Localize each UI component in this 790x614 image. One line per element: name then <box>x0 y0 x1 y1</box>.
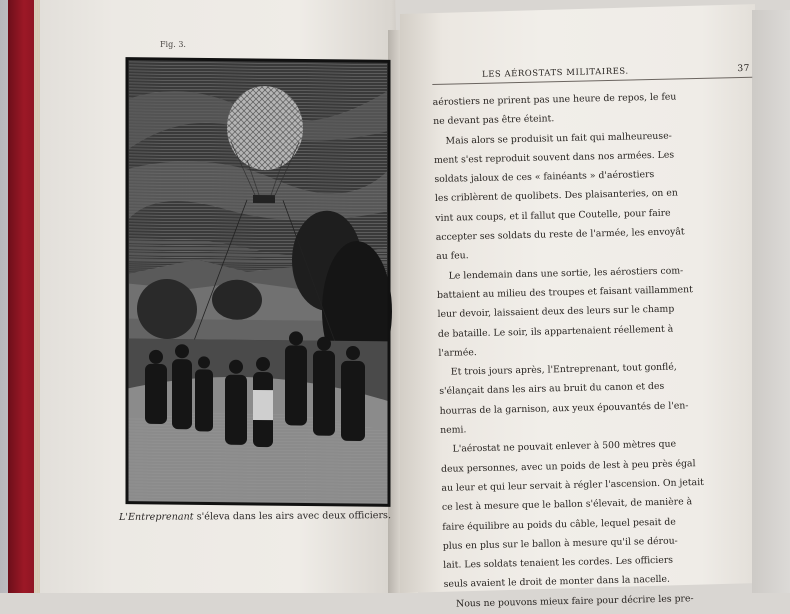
text-line: deux personnes, avec un poids de lest à peu près égal <box>440 457 696 475</box>
text-line: vint aux coups, et il fallut que Coutelle, pour faire <box>435 207 671 224</box>
body-text-lines <box>433 86 765 614</box>
text-line: ne devant pas être éteint. <box>433 113 555 128</box>
page-number: 37 <box>737 63 751 75</box>
text-line: soldats jaloux de ces « fainéants » d'aérostiers <box>434 169 655 186</box>
text-line: accepter ses soldats du reste de l'armée, les envoyât <box>435 226 685 244</box>
text-line: au leur et qui leur servait à régler l'ascension. On jetait <box>441 476 704 494</box>
text-line: Et trois jours après, l'Entreprenant, tout gonflé, <box>450 361 677 378</box>
text-line: l'armée. <box>438 346 477 359</box>
text-line: les criblèrent de quolibets. Des plaisanteries, on en <box>434 187 678 205</box>
right-page-text <box>432 63 764 614</box>
text-line: seuls avaient le droit de monter dans la nacelle. <box>443 574 671 591</box>
text-line: ce lest à mesure que le ballon s'élevait, de manière à <box>441 496 693 514</box>
running-head-title: LES AÉROSTATS MILITAIRES. <box>481 65 629 79</box>
text-line: lait. Les soldats tenaient les cordes. Les officiers <box>443 554 674 571</box>
text-line: faire équilibre au poids du câble, lequel pesait de <box>442 516 676 533</box>
caption-italic-name: L'Entreprenant <box>118 511 194 523</box>
text-line: nemi. <box>440 424 467 436</box>
figure-label: Fig. 3. <box>160 40 186 49</box>
text-line: aérostiers ne prirent pas une heure de repos, le feu <box>432 91 677 108</box>
text-line: s'élançait dans les airs au bruit du canon et des <box>439 381 665 398</box>
text-line: ment s'est reproduit souvent dans nos armées. Les <box>433 149 675 166</box>
caption-text: s'éleva dans les airs avec deux officiers. <box>193 510 392 523</box>
text-line: L'aérostat ne pouvait enlever à 500 mètres que <box>452 438 677 455</box>
text-line: de bataille. Le soir, ils appartenaient réellement à <box>437 323 674 340</box>
text-line: Nous ne pouvons mieux faire pour décrire les pre- <box>455 592 694 610</box>
text-line: Le lendemain dans une sortie, les aérostiers com- <box>448 265 684 282</box>
text-line: leur devoir, laissaient deux des leurs sur le champ <box>437 303 675 321</box>
balloon-engraving-illustration <box>127 59 389 506</box>
text-line: plus en plus sur le ballon à mesure qu'il se dérou- <box>442 535 678 552</box>
text-line: hourras de la garnison, aux yeux épouvantés de l'en- <box>439 400 689 417</box>
text-line: au feu. <box>436 250 469 263</box>
text-line: battaient au milieu des troupes et faisant vaillamment <box>436 284 693 301</box>
text-line: Mais alors se produisit un fait qui malheureuse- <box>445 130 672 147</box>
engraving-artwork <box>127 59 389 506</box>
figure-caption <box>119 510 399 523</box>
